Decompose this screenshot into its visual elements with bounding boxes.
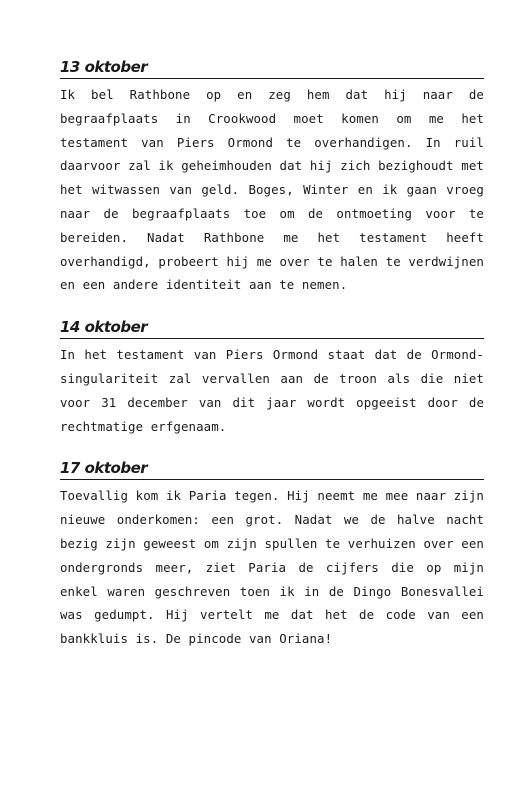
entry-date: 17 oktober — [60, 459, 484, 480]
entry-date: 13 oktober — [60, 58, 484, 79]
diary-entry-13-oktober — [60, 58, 484, 297]
diary-entry-17-oktober — [60, 459, 484, 651]
entry-text: Ik bel Rathbone op en zeg hem dat hij naar de begraafplaats in Crookwood moet komen om me het testament van Piers Ormond te overhandigen. In ruil daarvoor zal ik geheimhouden dat hij zich bezighoudt met het witwassen van geld. Boges, Winter en ik gaan vroeg naar de begraafplaats toe om de ontmoeting voor te bereiden. Nadat Rathbone me het testament heeft overhandigd, probeert hij me over te halen te verdwijnen en een andere identiteit aan te nemen. — [60, 87, 484, 293]
diary-entry-14-oktober — [60, 318, 484, 438]
entry-text: In het testament van Piers Ormond staat dat de Ormond-singulariteit zal vervallen aan de troon als die niet voor 31 december van dit jaar wordt opgeeist door de rechtmatige erfgenaam. — [60, 347, 484, 434]
diary-page — [60, 58, 484, 672]
entry-text: Toevallig kom ik Paria tegen. Hij neemt me mee naar zijn nieuwe onderkomen: een grot. Nadat we de halve nacht bezig zijn geweest om zijn spullen te verhuizen over een ondergronds meer, ziet Paria de cijfers die op mijn enkel waren geschreven toen ik in de Dingo Bonesvallei was gedumpt. Hij vertelt me dat het de code van een bankkluis is. De pincode van Oriana! — [60, 488, 484, 647]
entry-date: 14 oktober — [60, 318, 484, 339]
